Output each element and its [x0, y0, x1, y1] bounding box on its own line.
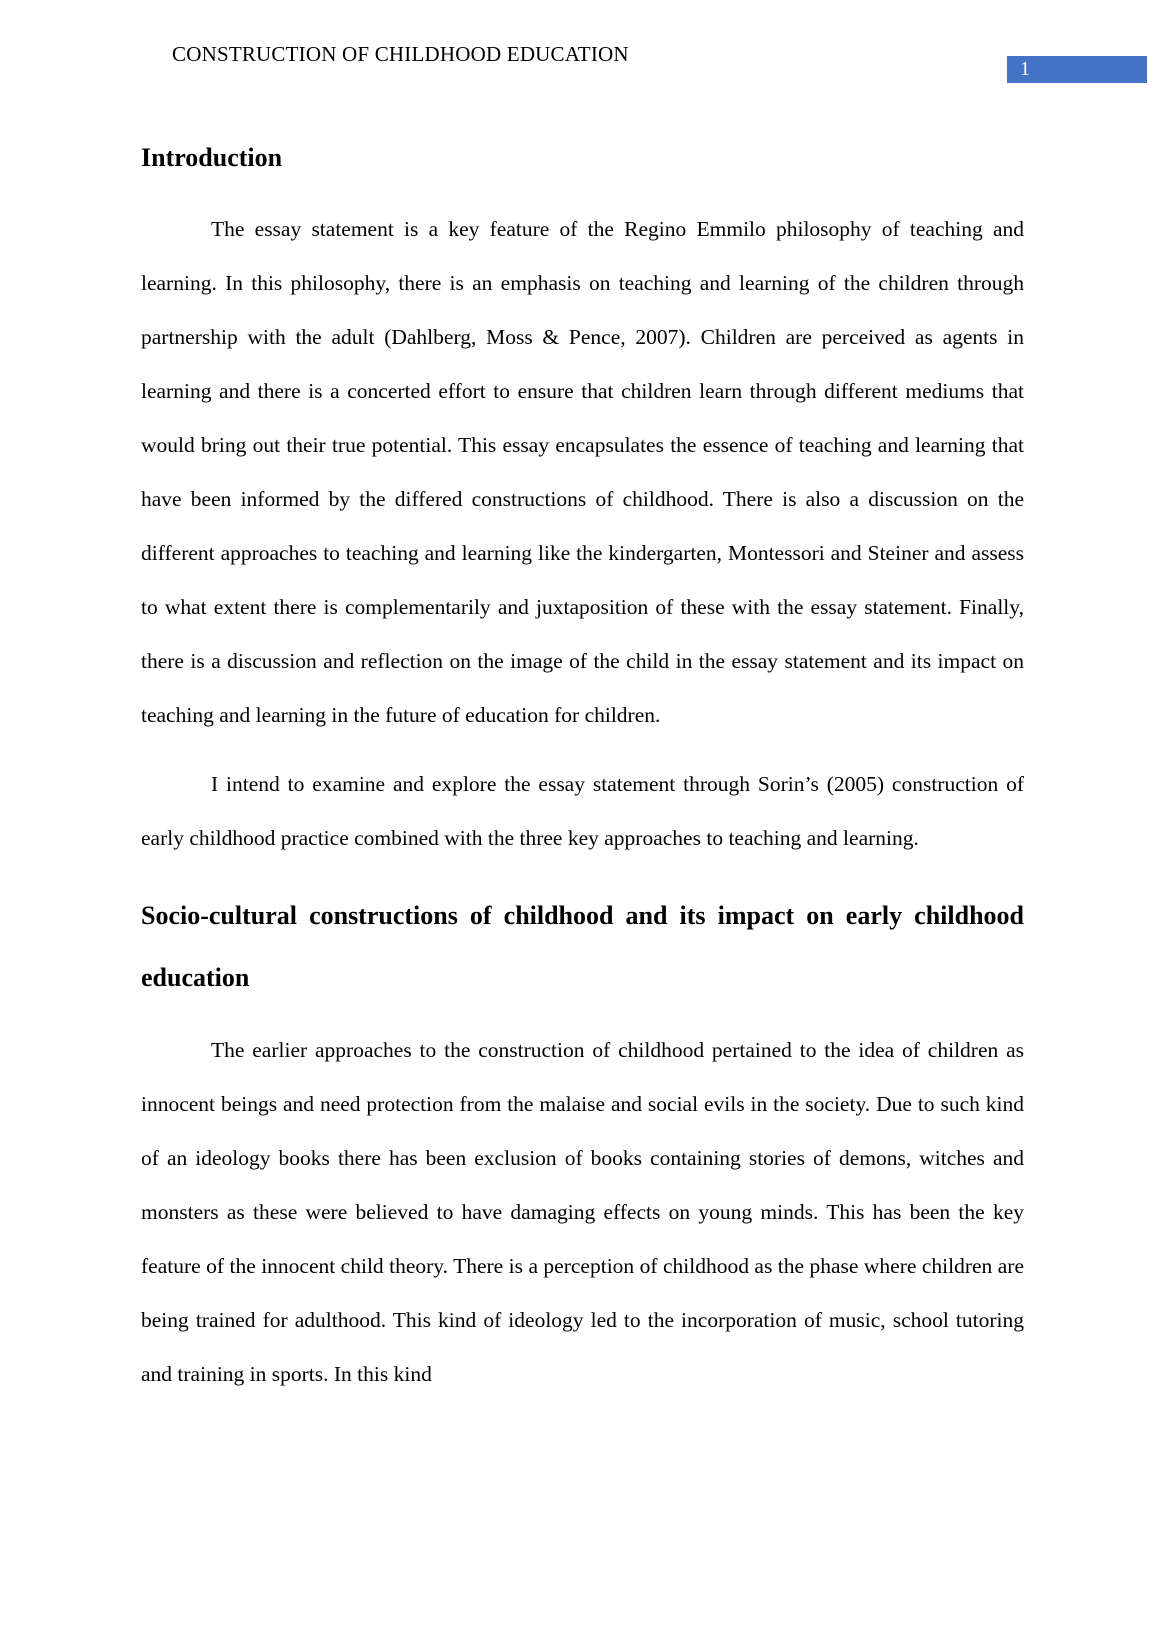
introduction-paragraph-2: I intend to examine and explore the essay statement through Sorin’s (2005) construction of early childhood practice combined with the three key approaches to teaching and learning.: [141, 772, 1024, 850]
introduction-paragraph-1: The essay statement is a key feature of the Regino Emmilo philosophy of teaching and learning. In this philosophy, there is an emphasis on teaching and learning of the children through partnership with the adult (Dahlberg, Moss & Pence, 2007). Children are perceived as agents in learning and there is a concerted effort to ensure that children learn through different mediums that would bring out their true potential. This essay encapsulates the essence of teaching and learning that have been informed by the differed constructions of childhood. There is also a discussion on the different approaches to teaching and learning like the kindergarten, Montessori and Steiner and assess to what extent there is complementarily and juxtaposition of these with the essay statement. Finally, there is a discussion and reflection on the image of the child in the essay statement and its impact on teaching and learning in the future of education for children.: [141, 217, 1024, 727]
document-body: [141, 134, 1024, 1401]
page-number: 1: [1020, 58, 1030, 80]
section-paragraph-1: The earlier approaches to the construction of childhood pertained to the idea of children as innocent beings and need protection from the malaise and social evils in the society. Due to such kind of an ideology books there has been exclusion of books containing stories of demons, witches and monsters as these were believed to have damaging effects on young minds. This has been the key feature of the innocent child theory. There is a perception of childhood as the phase where children are being trained for adulthood. This kind of ideology led to the incorporation of music, school tutoring and training in sports. In this kind: [141, 1038, 1024, 1386]
page-number-box: [1007, 56, 1147, 83]
running-header-title: CONSTRUCTION OF CHILDHOOD EDUCATION: [172, 42, 629, 66]
section-heading: Socio-cultural constructions of childhood and its impact on early childhood education: [141, 901, 1024, 992]
introduction-heading: Introduction: [141, 143, 283, 172]
